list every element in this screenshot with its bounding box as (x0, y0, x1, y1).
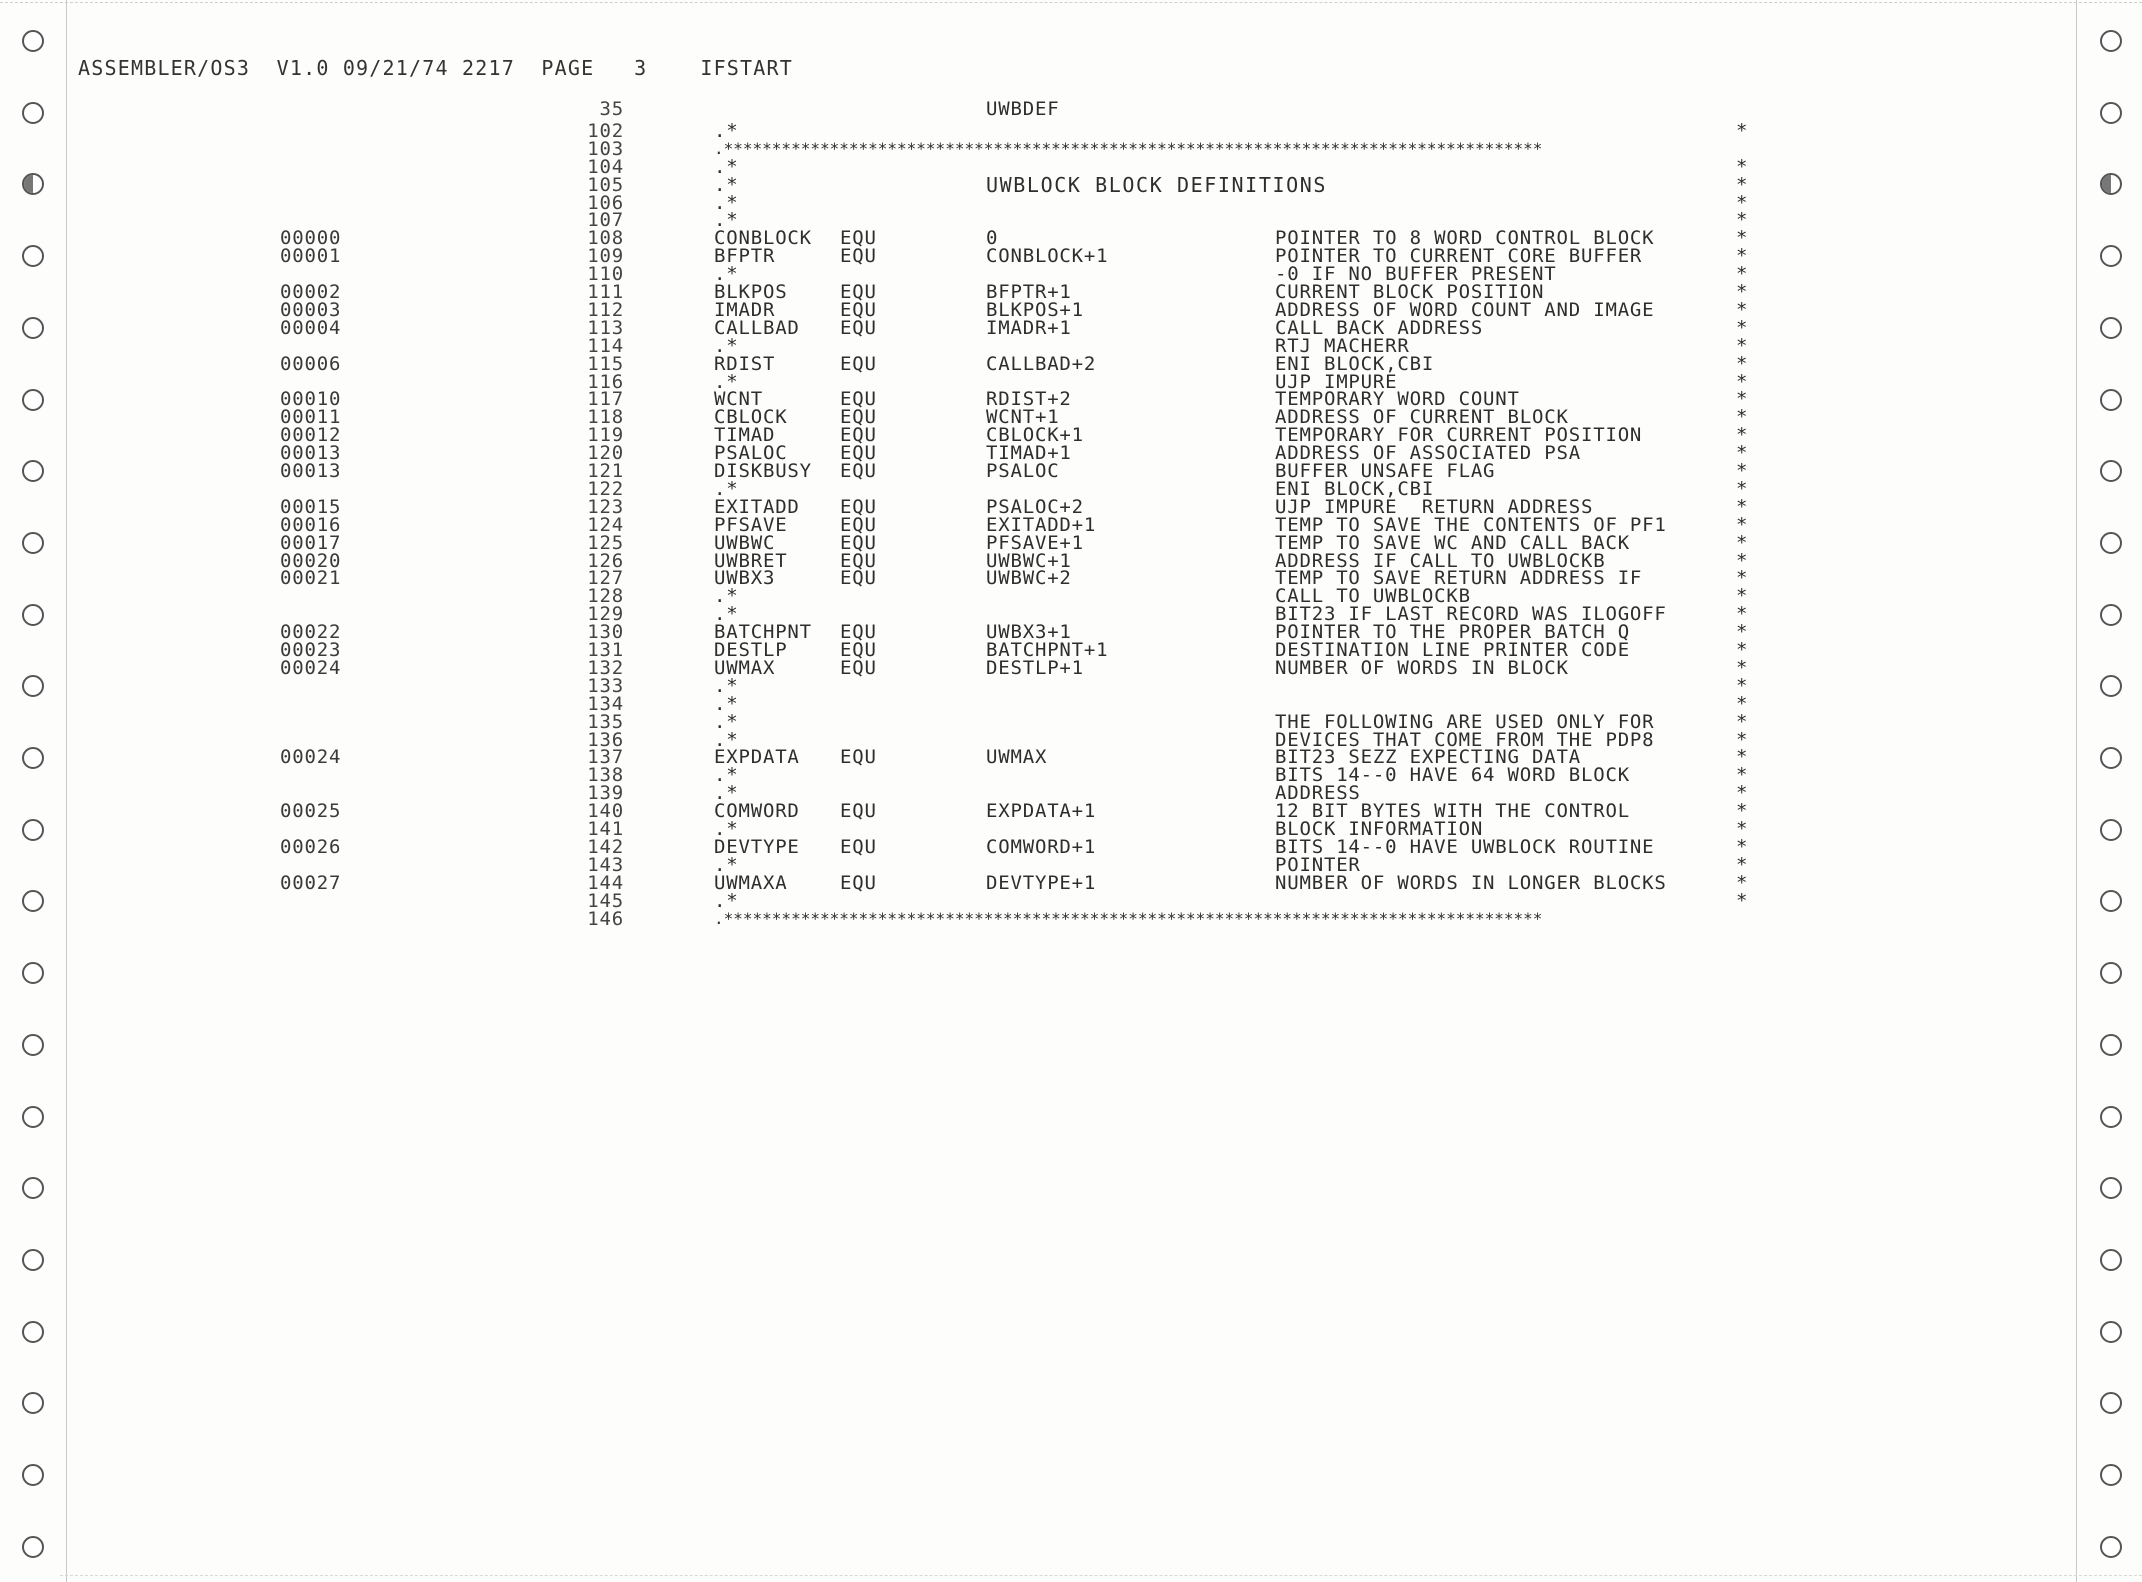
line-number: 115 (587, 352, 624, 375)
comment-field: POINTER TO CURRENT CORE BUFFER (1275, 245, 1643, 268)
label-field: RDIST (714, 352, 776, 375)
comment-border: * (1736, 513, 1749, 536)
comment-field: NUMBER OF WORDS IN BLOCK (1275, 656, 1569, 679)
label-field: .* (714, 818, 739, 840)
line-number: 114 (587, 334, 624, 357)
line-number: 139 (587, 782, 624, 805)
line-number: 119 (587, 424, 624, 447)
tractor-hole (2100, 460, 2122, 482)
tractor-hole (22, 1321, 44, 1343)
label-field: DISKBUSY (714, 460, 812, 482)
label-field: PFSAVE (714, 513, 788, 536)
tractor-hole (22, 747, 44, 769)
tractor-hole (22, 30, 44, 52)
tractor-hole (22, 1464, 44, 1486)
label-field: BFPTR (714, 245, 776, 268)
location-counter: 00024 (280, 656, 342, 679)
tractor-hole (22, 102, 44, 124)
line-number: 143 (587, 853, 624, 876)
label-field: DEVTYPE (714, 835, 800, 858)
operand-field: UWMAX (986, 746, 1048, 769)
location-counter: 00015 (280, 495, 342, 518)
comment-border: * (1736, 263, 1749, 286)
line-number: 111 (587, 281, 624, 303)
location-counter: 00024 (280, 746, 342, 769)
operand-field: 0 (986, 227, 999, 250)
tractor-hole (2100, 532, 2122, 554)
comment-field: CALL TO UWBLOCKB (1275, 585, 1471, 608)
label-field: .* (714, 710, 739, 733)
tractor-hole (2100, 819, 2122, 841)
comment-border: * (1736, 549, 1749, 572)
comment-field: TEMP TO SAVE WC AND CALL BACK (1275, 531, 1630, 554)
label-field: .* (714, 334, 739, 357)
operand-field: CBLOCK+1 (986, 424, 1084, 447)
line-number: 131 (587, 639, 624, 661)
line-number: 124 (587, 513, 624, 536)
comment-border: * (1736, 442, 1749, 465)
line-number: 133 (587, 674, 624, 697)
tractor-hole (22, 890, 44, 912)
line-number: 117 (587, 388, 624, 411)
comment-field: BIT23 SEZZ EXPECTING DATA (1275, 746, 1581, 769)
label-field: .* (714, 119, 739, 142)
label-field: .* (714, 209, 739, 232)
line-number: 144 (587, 871, 624, 894)
comment-border: * (1736, 191, 1749, 214)
tractor-hole (2100, 1106, 2122, 1128)
line-number: 141 (587, 818, 624, 840)
right-margin-line (2076, 0, 2077, 1582)
operand-field: COMWORD+1 (986, 835, 1097, 858)
line-number: 132 (587, 656, 624, 679)
opcode-field: EQU (840, 639, 877, 661)
label-field: .* (714, 603, 739, 626)
location-counter: 00013 (280, 442, 342, 465)
page-bottom-perforation (60, 1575, 2142, 1576)
line-number: 103 (587, 137, 624, 160)
comment-field: CALL BACK ADDRESS (1275, 316, 1484, 339)
operand-field: EXITADD+1 (986, 513, 1097, 536)
operand-field: IMADR+1 (986, 316, 1072, 339)
line-number: 127 (587, 567, 624, 590)
label-field: .* (714, 692, 739, 715)
opcode-field: EQU (840, 513, 877, 536)
operand-field: UWBLOCK BLOCK DEFINITIONS (986, 172, 1328, 197)
location-counter: 00016 (280, 513, 342, 536)
line-number: 130 (587, 621, 624, 644)
tractor-hole (22, 819, 44, 841)
label-field: .* (714, 477, 739, 500)
opcode-field: EQU (840, 835, 877, 858)
comment-border: * (1736, 889, 1749, 912)
line-number: 136 (587, 728, 624, 751)
operand-field: WCNT+1 (986, 406, 1060, 429)
line-number: 126 (587, 549, 624, 572)
opcode-field: EQU (840, 621, 877, 644)
opcode-field: EQU (840, 549, 877, 572)
comment-border: * (1736, 119, 1749, 142)
comment-field: TEMPORARY FOR CURRENT POSITION (1275, 424, 1643, 447)
comment-border: * (1736, 334, 1749, 357)
tractor-hole (2100, 245, 2122, 267)
comment-border: * (1736, 782, 1749, 805)
label-field: CBLOCK (714, 406, 788, 429)
comment-field: -0 IF NO BUFFER PRESENT (1275, 263, 1557, 286)
line-number: 118 (587, 406, 624, 429)
operand-field: DEVTYPE+1 (986, 871, 1097, 894)
comment-border: * (1736, 674, 1749, 697)
location-counter: 00010 (280, 388, 342, 411)
label-field: CONBLOCK (714, 227, 812, 250)
location-counter: 00025 (280, 800, 342, 823)
location-counter: 00012 (280, 424, 342, 447)
tractor-hole (2100, 675, 2122, 697)
line-number: 140 (587, 800, 624, 823)
location-counter: 00027 (280, 871, 342, 894)
line-number: 142 (587, 835, 624, 858)
comment-field: ADDRESS OF ASSOCIATED PSA (1275, 442, 1581, 465)
location-counter: 00026 (280, 835, 342, 858)
location-counter: 00022 (280, 621, 342, 644)
line-number: 102 (587, 119, 624, 142)
line-number: 135 (587, 710, 624, 733)
comment-border: * (1736, 316, 1749, 339)
comment-border: * (1736, 621, 1749, 644)
location-counter: 00002 (280, 281, 342, 303)
line-number: 113 (587, 316, 624, 339)
comment-field: ENI BLOCK,CBI (1275, 477, 1435, 500)
comment-border: * (1736, 424, 1749, 447)
tractor-hole (2100, 1464, 2122, 1486)
opcode-field: EQU (840, 424, 877, 447)
operand-field: UWBWC+1 (986, 549, 1072, 572)
comment-border: * (1736, 567, 1749, 590)
opcode-field: EQU (840, 316, 877, 339)
label-field: .* (714, 889, 739, 912)
operand-field: BLKPOS+1 (986, 298, 1084, 321)
opcode-field: EQU (840, 800, 877, 823)
label-field: BLKPOS (714, 281, 788, 303)
operand-field: EXPDATA+1 (986, 800, 1097, 823)
tractor-hole (2100, 173, 2122, 195)
opcode-field: EQU (840, 298, 877, 321)
comment-border: * (1736, 209, 1749, 232)
line-number: 106 (587, 191, 624, 214)
tractor-hole (2100, 317, 2122, 339)
comment-border: * (1736, 746, 1749, 769)
comment-border: * (1736, 460, 1749, 482)
line-number: 138 (587, 764, 624, 787)
comment-border: * (1736, 585, 1749, 608)
operand-field: UWBX3+1 (986, 621, 1072, 644)
label-field: EXPDATA (714, 746, 800, 769)
comment-field: DEVICES THAT COME FROM THE PDP8 (1275, 728, 1655, 751)
location-counter: 00003 (280, 298, 342, 321)
operand-field: PSALOC (986, 460, 1060, 482)
location-counter: 00000 (280, 227, 342, 250)
label-field: .************************************************************************************* (714, 909, 1543, 928)
comment-field: ADDRESS OF CURRENT BLOCK (1275, 406, 1569, 429)
label-field: .* (714, 728, 739, 751)
opcode-field: EQU (840, 281, 877, 303)
comment-border: * (1736, 710, 1749, 733)
comment-border: * (1736, 692, 1749, 715)
tractor-hole (22, 1034, 44, 1056)
tractor-hole (22, 1106, 44, 1128)
label-field: WCNT (714, 388, 763, 411)
tractor-hole (22, 1177, 44, 1199)
comment-border: * (1736, 871, 1749, 894)
comment-border: * (1736, 639, 1749, 661)
comment-border: * (1736, 227, 1749, 250)
operand-field: CALLBAD+2 (986, 352, 1097, 375)
operand-field: BFPTR+1 (986, 281, 1072, 303)
tractor-hole (22, 389, 44, 411)
tractor-hole (22, 1249, 44, 1271)
line-number: 105 (587, 173, 624, 196)
operand-field: RDIST+2 (986, 388, 1072, 411)
label-field: EXITADD (714, 495, 800, 518)
comment-field: BUFFER UNSAFE FLAG (1275, 460, 1496, 482)
line-number: 109 (587, 245, 624, 268)
comment-border: * (1736, 800, 1749, 823)
comment-field: BITS 14--0 HAVE 64 WORD BLOCK (1275, 764, 1630, 787)
opcode-field: EQU (840, 460, 877, 482)
label-field: .* (714, 782, 739, 805)
tractor-hole (2100, 1034, 2122, 1056)
comment-field: NUMBER OF WORDS IN LONGER BLOCKS (1275, 871, 1667, 894)
label-field: .* (714, 155, 739, 178)
opcode-field: EQU (840, 406, 877, 429)
comment-field: ADDRESS IF CALL TO UWBLOCKB (1275, 549, 1606, 572)
line-number: 35 (599, 98, 624, 120)
comment-field: BIT23 IF LAST RECORD WAS ILOGOFF (1275, 603, 1667, 626)
tractor-hole (22, 173, 44, 195)
line-number: 145 (587, 889, 624, 912)
tractor-hole (2100, 890, 2122, 912)
line-number: 104 (587, 155, 624, 178)
opcode-field: EQU (840, 746, 877, 769)
operand-field: UWBDEF (986, 98, 1060, 120)
tractor-hole (2100, 1392, 2122, 1414)
label-field: UWBX3 (714, 567, 776, 590)
page-top-perforation (0, 2, 2142, 3)
label-field: .* (714, 674, 739, 697)
location-counter: 00023 (280, 639, 342, 661)
comment-field: BITS 14--0 HAVE UWBLOCK ROUTINE (1275, 835, 1655, 858)
comment-border: * (1736, 728, 1749, 751)
tractor-hole (22, 532, 44, 554)
label-field: COMWORD (714, 800, 800, 823)
tractor-hole (2100, 1536, 2122, 1558)
label-field: UWBRET (714, 549, 788, 572)
comment-border: * (1736, 495, 1749, 518)
comment-border: * (1736, 245, 1749, 268)
label-field: DESTLP (714, 639, 788, 661)
comment-border: * (1736, 853, 1749, 876)
tractor-hole (2100, 30, 2122, 52)
comment-field: POINTER (1275, 853, 1361, 876)
comment-border: * (1736, 531, 1749, 554)
tractor-hole (2100, 1249, 2122, 1271)
comment-border: * (1736, 298, 1749, 321)
comment-border: * (1736, 281, 1749, 303)
label-field: UWBWC (714, 531, 776, 554)
line-number: 146 (587, 907, 624, 930)
opcode-field: EQU (840, 227, 877, 250)
left-margin-line (66, 0, 67, 1582)
label-field: TIMAD (714, 424, 776, 447)
line-number: 116 (587, 370, 624, 393)
tractor-hole (2100, 962, 2122, 984)
label-field: .* (714, 263, 739, 286)
comment-field: TEMP TO SAVE THE CONTENTS OF PF1 (1275, 513, 1667, 536)
listing-header: ASSEMBLER/OS3 V1.0 09/21/74 2217 PAGE 3 IFSTART (78, 56, 794, 80)
label-field: BATCHPNT (714, 621, 812, 644)
label-field: UWMAXA (714, 871, 788, 894)
line-number: 122 (587, 477, 624, 500)
comment-field: RTJ MACHERR (1275, 334, 1410, 357)
comment-field: TEMPORARY WORD COUNT (1275, 388, 1520, 411)
comment-field: ADDRESS (1275, 782, 1361, 805)
tractor-hole (2100, 389, 2122, 411)
comment-field: UJP IMPURE RETURN ADDRESS (1275, 495, 1594, 518)
opcode-field: EQU (840, 388, 877, 411)
comment-border: * (1736, 835, 1749, 858)
comment-border: * (1736, 352, 1749, 375)
tractor-hole (22, 460, 44, 482)
location-counter: 00004 (280, 316, 342, 339)
operand-field: TIMAD+1 (986, 442, 1072, 465)
location-counter: 00006 (280, 352, 342, 375)
label-field: .* (714, 585, 739, 608)
line-number: 121 (587, 460, 624, 482)
label-field: .************************************************************************************* (714, 139, 1543, 158)
operand-field: PFSAVE+1 (986, 531, 1084, 554)
tractor-hole (22, 962, 44, 984)
line-number: 128 (587, 585, 624, 608)
line-number: 137 (587, 746, 624, 769)
comment-border: * (1736, 477, 1749, 500)
operand-field: CONBLOCK+1 (986, 245, 1109, 268)
operand-field: PSALOC+2 (986, 495, 1084, 518)
tractor-hole (2100, 604, 2122, 626)
comment-border: * (1736, 764, 1749, 787)
comment-border: * (1736, 388, 1749, 411)
opcode-field: EQU (840, 656, 877, 679)
comment-border: * (1736, 818, 1749, 840)
label-field: .* (714, 191, 739, 214)
location-counter: 00020 (280, 549, 342, 572)
opcode-field: EQU (840, 352, 877, 375)
opcode-field: EQU (840, 245, 877, 268)
tractor-hole (22, 604, 44, 626)
label-field: UWMAX (714, 656, 776, 679)
label-field: .* (714, 764, 739, 787)
comment-field: TEMP TO SAVE RETURN ADDRESS IF (1275, 567, 1643, 590)
line-number: 107 (587, 209, 624, 232)
tractor-hole (2100, 747, 2122, 769)
comment-border: * (1736, 603, 1749, 626)
tractor-hole (22, 245, 44, 267)
location-counter: 00013 (280, 460, 342, 482)
operand-field: DESTLP+1 (986, 656, 1084, 679)
operand-field: UWBWC+2 (986, 567, 1072, 590)
comment-field: ADDRESS OF WORD COUNT AND IMAGE (1275, 298, 1655, 321)
opcode-field: EQU (840, 495, 877, 518)
line-number: 125 (587, 531, 624, 554)
label-field: .* (714, 370, 739, 393)
tractor-hole (22, 675, 44, 697)
location-counter: 00017 (280, 531, 342, 554)
opcode-field: EQU (840, 567, 877, 590)
comment-field: CURRENT BLOCK POSITION (1275, 281, 1545, 303)
comment-field: UJP IMPURE (1275, 370, 1398, 393)
comment-border: * (1736, 656, 1749, 679)
operand-field: BATCHPNT+1 (986, 639, 1109, 661)
comment-border: * (1736, 370, 1749, 393)
label-field: CALLBAD (714, 316, 800, 339)
comment-field: THE FOLLOWING ARE USED ONLY FOR (1275, 710, 1655, 733)
comment-field: POINTER TO 8 WORD CONTROL BLOCK (1275, 227, 1655, 250)
tractor-hole (2100, 102, 2122, 124)
line-number: 123 (587, 495, 624, 518)
tractor-hole (2100, 1177, 2122, 1199)
tractor-hole (22, 1536, 44, 1558)
tractor-hole (22, 1392, 44, 1414)
tractor-hole (2100, 1321, 2122, 1343)
comment-field: 12 BIT BYTES WITH THE CONTROL (1275, 800, 1630, 823)
line-number: 120 (587, 442, 624, 465)
opcode-field: EQU (840, 531, 877, 554)
comment-border: * (1736, 155, 1749, 178)
label-field: PSALOC (714, 442, 788, 465)
comment-border: * (1736, 406, 1749, 429)
comment-border: * (1736, 173, 1749, 196)
opcode-field: EQU (840, 442, 877, 465)
location-counter: 00021 (280, 567, 342, 590)
label-field: IMADR (714, 298, 776, 321)
line-number: 110 (587, 263, 624, 286)
label-field: .* (714, 853, 739, 876)
comment-field: BLOCK INFORMATION (1275, 818, 1484, 840)
opcode-field: EQU (840, 871, 877, 894)
location-counter: 00011 (280, 406, 342, 429)
comment-field: POINTER TO THE PROPER BATCH Q (1275, 621, 1630, 644)
label-field: .* (714, 173, 739, 196)
line-number: 108 (587, 227, 624, 250)
line-number: 129 (587, 603, 624, 626)
location-counter: 00001 (280, 245, 342, 268)
line-number: 112 (587, 298, 624, 321)
comment-field: ENI BLOCK,CBI (1275, 352, 1435, 375)
tractor-hole (22, 317, 44, 339)
comment-field: DESTINATION LINE PRINTER CODE (1275, 639, 1630, 661)
line-number: 134 (587, 692, 624, 715)
